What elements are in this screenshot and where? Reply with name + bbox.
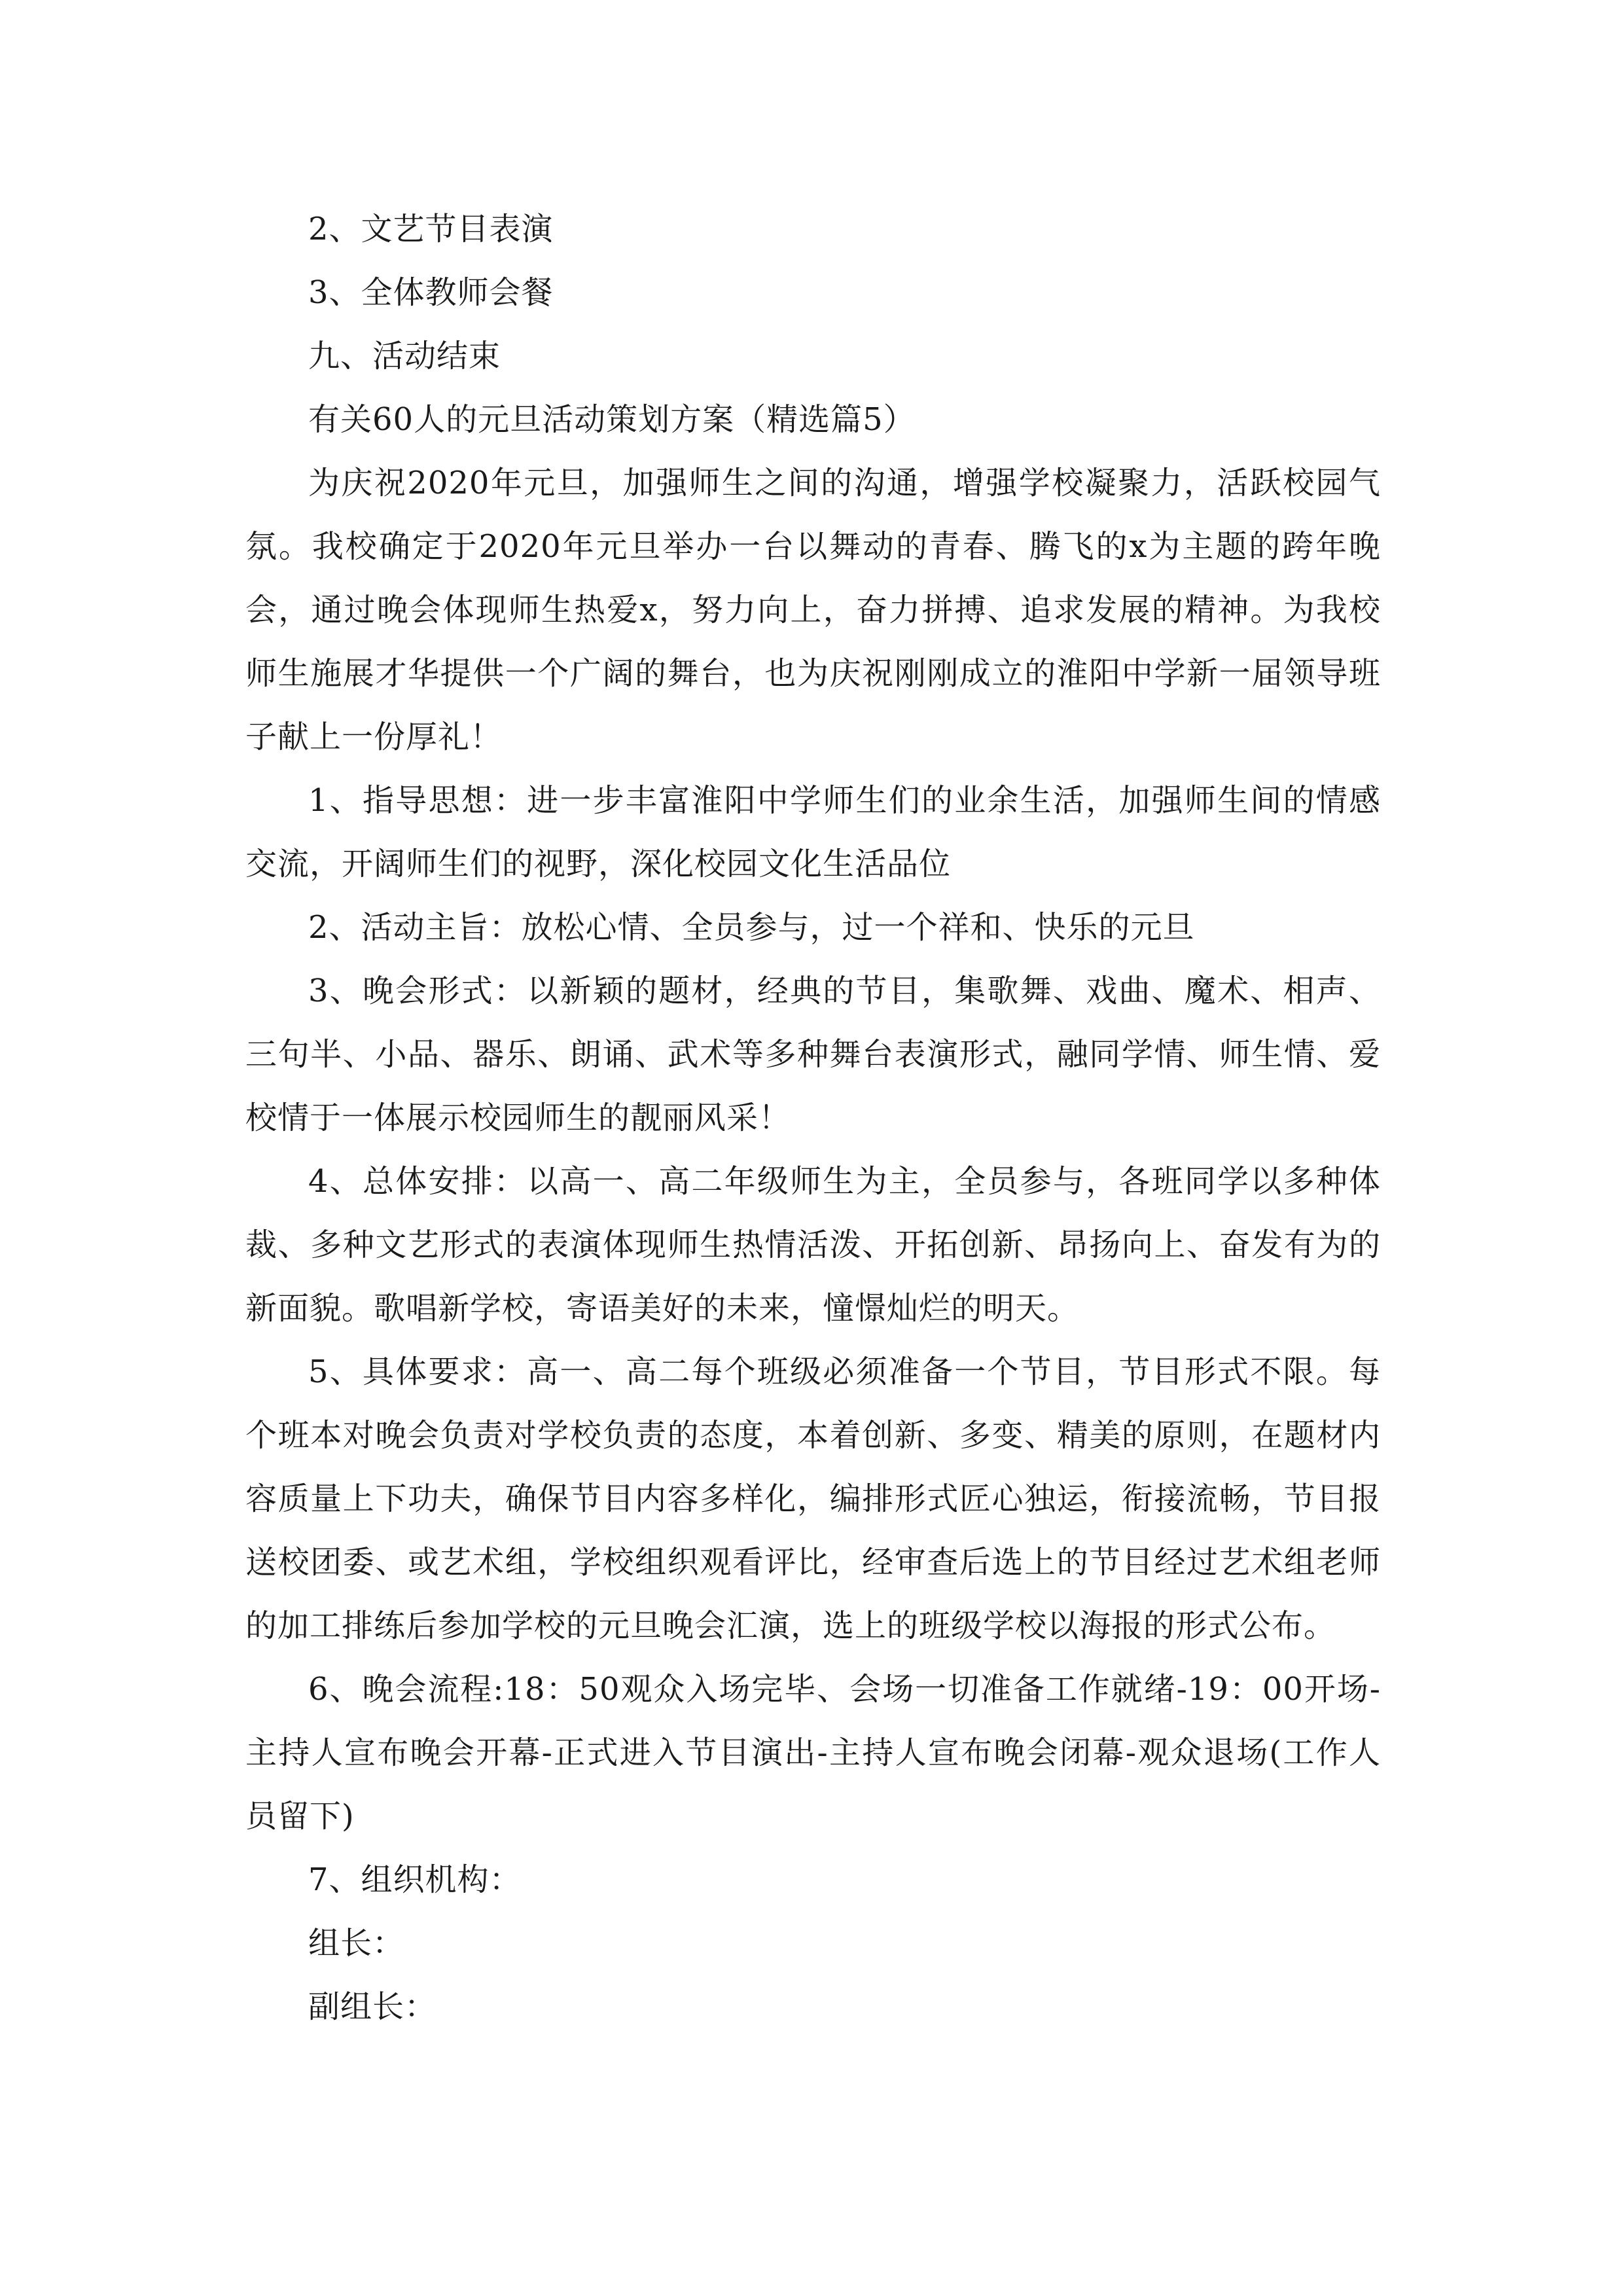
guiding-ideology: 1、指导思想：进一步丰富淮阳中学师生们的业余生活，加强师生间的情感交流，开阔师生们的视野，深化校园文化生活品位: [245, 782, 1381, 882]
organization-heading: 7、组织机构：: [308, 1861, 522, 1898]
section-activity-end: 九、活动结束: [308, 338, 501, 374]
activity-purpose: 2、活动主旨：放松心情、全员参与，过一个祥和、快乐的元旦: [308, 909, 1195, 946]
gala-format: 3、晚会形式：以新颖的题材，经典的节目，集歌舞、戏曲、魔术、相声、三句半、小品、器乐、朗诵、武术等多种舞台表演形式，融同学情、师生情、爱校情于一体展示校园师生的靓丽风采！: [245, 973, 1381, 1136]
gala-schedule: 6、晚会流程:18：50观众入场完毕、会场一切准备工作就绪-19：00开场-主持人宣布晚会开幕-正式进入节目演出-主持人宣布晚会闭幕-观众退场(工作人员留下): [245, 1671, 1381, 1835]
plan-title: 有关60人的元旦活动策划方案（精选篇5）: [308, 401, 916, 438]
document-body: [245, 198, 1381, 2039]
item-performance: 2、文艺节目表演: [308, 211, 554, 247]
overall-arrangement: 4、总体安排：以高一、高二年级师生为主，全员参与，各班同学以多种体裁、多种文艺形式的表演体现师生热情活泼、开拓创新、昂扬向上、奋发有为的新面貌。歌唱新学校，寄语美好的未来，憧憬灿烂的明天。: [245, 1163, 1381, 1327]
item-teacher-dinner: 3、全体教师会餐: [308, 274, 554, 311]
intro-paragraph: 为庆祝2020年元旦，加强师生之间的沟通，增强学校凝聚力，活跃校园气氛。我校确定于2020年元旦举办一台以舞动的青春、腾飞的x为主题的跨年晚会，通过晚会体现师生热爱x，努力向上，奋力拼搏、追求发展的精神。为我校师生施展才华提供一个广阔的舞台，也为庆祝刚刚成立的淮阳中学新一届领导班子献上一份厚礼！: [245, 465, 1381, 755]
specific-requirements: 5、具体要求：高一、高二每个班级必须准备一个节目，节目形式不限。每个班本对晚会负责对学校负责的态度，本着创新、多变、精美的原则，在题材内容质量上下功夫，确保节目内容多样化，编排形式匠心独运，衔接流畅，节目报送校团委、或艺术组，学校组织观看评比，经审查后选上的节目经过艺术组老师的加工排练后参加学校的元旦晚会汇演，选上的班级学校以海报的形式公布。: [245, 1354, 1381, 1644]
group-leader: 组长：: [308, 1925, 405, 1962]
deputy-group-leader: 副组长：: [308, 1988, 437, 2025]
